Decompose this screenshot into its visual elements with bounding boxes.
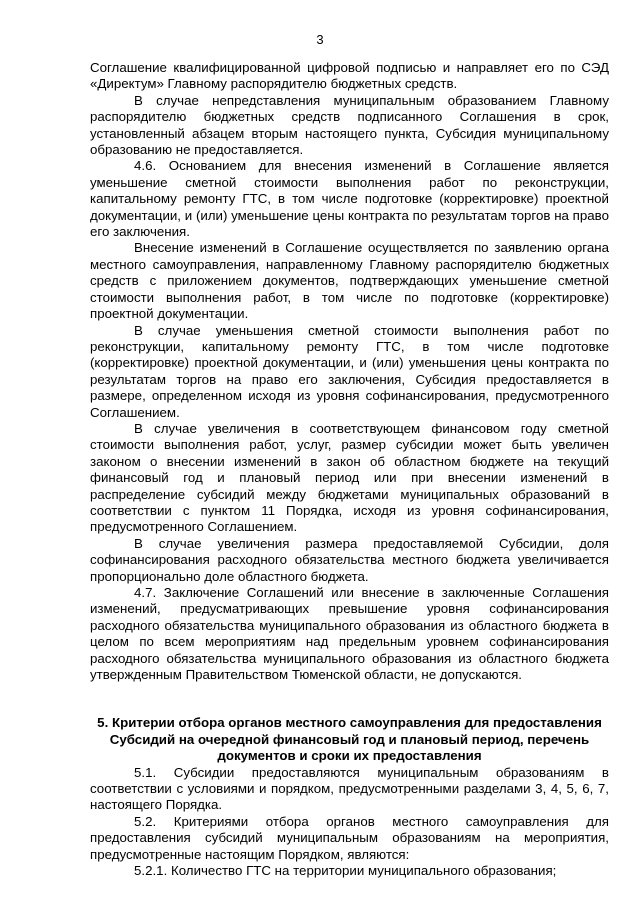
paragraph: Внесение изменений в Соглашение осуществляется по заявлению органа местного самоуправления, направленному Главному распорядителю бюджетных средств с приложением документов, подтверждающих уменьшение сметной стоимости выполнения работ, в том числе по подготовке (корректировке) проектной документации. (90, 240, 609, 322)
paragraph-5-2: 5.2. Критериями отбора органов местного самоуправления для предоставления субсидий муниципальным образованиям на мероприятия, предусмотренные настоящим Порядком, являются: (90, 813, 609, 862)
section-spacer (90, 683, 609, 699)
paragraph: В случае увеличения размера предоставляемой Субсидии, доля софинансирования расходного обязательства местного бюджета увеличивается пропорционально доле областного бюджета. (90, 535, 609, 584)
paragraph: В случае увеличения в соответствующем финансовом году сметной стоимости выполнения работ, услуг, размер субсидии может быть увеличен законом о внесении изменений в закон об областном бюджете на текущий финансовый год и плановый период или при внесении изменений в распределение субсидий между бюджетами муниципальных образований в соответствии с пунктом 11 Порядка, исходя из уровня софинансирования, предусмотренного Соглашением. (90, 420, 609, 535)
paragraph: В случае уменьшения сметной стоимости выполнения работ по реконструкции, капитальному ремонту ГТС, в том числе подготовке (корректировке) проектной документации, и (или) уменьшения цены контракта по результатам торгов на право его заключения, Субсидия предоставляется в размере, определенном исходя из уровня софинансирования, предусмотренного Соглашением. (90, 322, 609, 420)
paragraph-continuation: Соглашение квалифицированной цифровой подписью и направляет его по СЭД «Директум» Главному распорядителю бюджетных средств. (90, 60, 609, 92)
paragraph-4-6: 4.6. Основанием для внесения изменений в Соглашение является уменьшение сметной стоимости выполнения работ по реконструкции, капитальному ремонту ГТС, в том числе подготовке (корректировке) проектной документации, и (или) уменьшение цены контракта по результатам торгов на право его заключения. (90, 158, 609, 240)
page-number: 3 (316, 32, 324, 47)
paragraph: В случае непредставления муниципальным образованием Главному распорядителю бюджетных средств подписанного Соглашения в срок, установленный абзацем вторым настоящего пункта, Субсидия муниципальному образованию не предоставляется. (90, 92, 609, 158)
document-body (90, 60, 609, 880)
paragraph-5-1: 5.1. Субсидии предоставляются муниципальным образованиям в соответствии с условиями и порядком, предусмотренными разделами 3, 4, 5, 6, 7, настоящего Порядка. (90, 764, 609, 813)
paragraph-5-2-1: 5.2.1. Количество ГТС на территории муниципального образования; (134, 863, 557, 879)
paragraph-4-7: 4.7. Заключение Соглашений или внесение в заключенные Соглашения изменений, предусматривающих превышение уровня софинансирования расходного обязательства муниципального образования из областного бюджета в целом по всем мероприятиям над предельным уровнем софинансирования расходного обязательства муниципального образования из областного бюджета утвержденным Правительством Тюменской области, не допускаются. (90, 585, 609, 683)
section-heading: 5. Критерии отбора органов местного самоуправления для предоставления Субсидий на очередной финансовый год и плановый период, перечень документов и сроки их предоставления (97, 715, 602, 764)
